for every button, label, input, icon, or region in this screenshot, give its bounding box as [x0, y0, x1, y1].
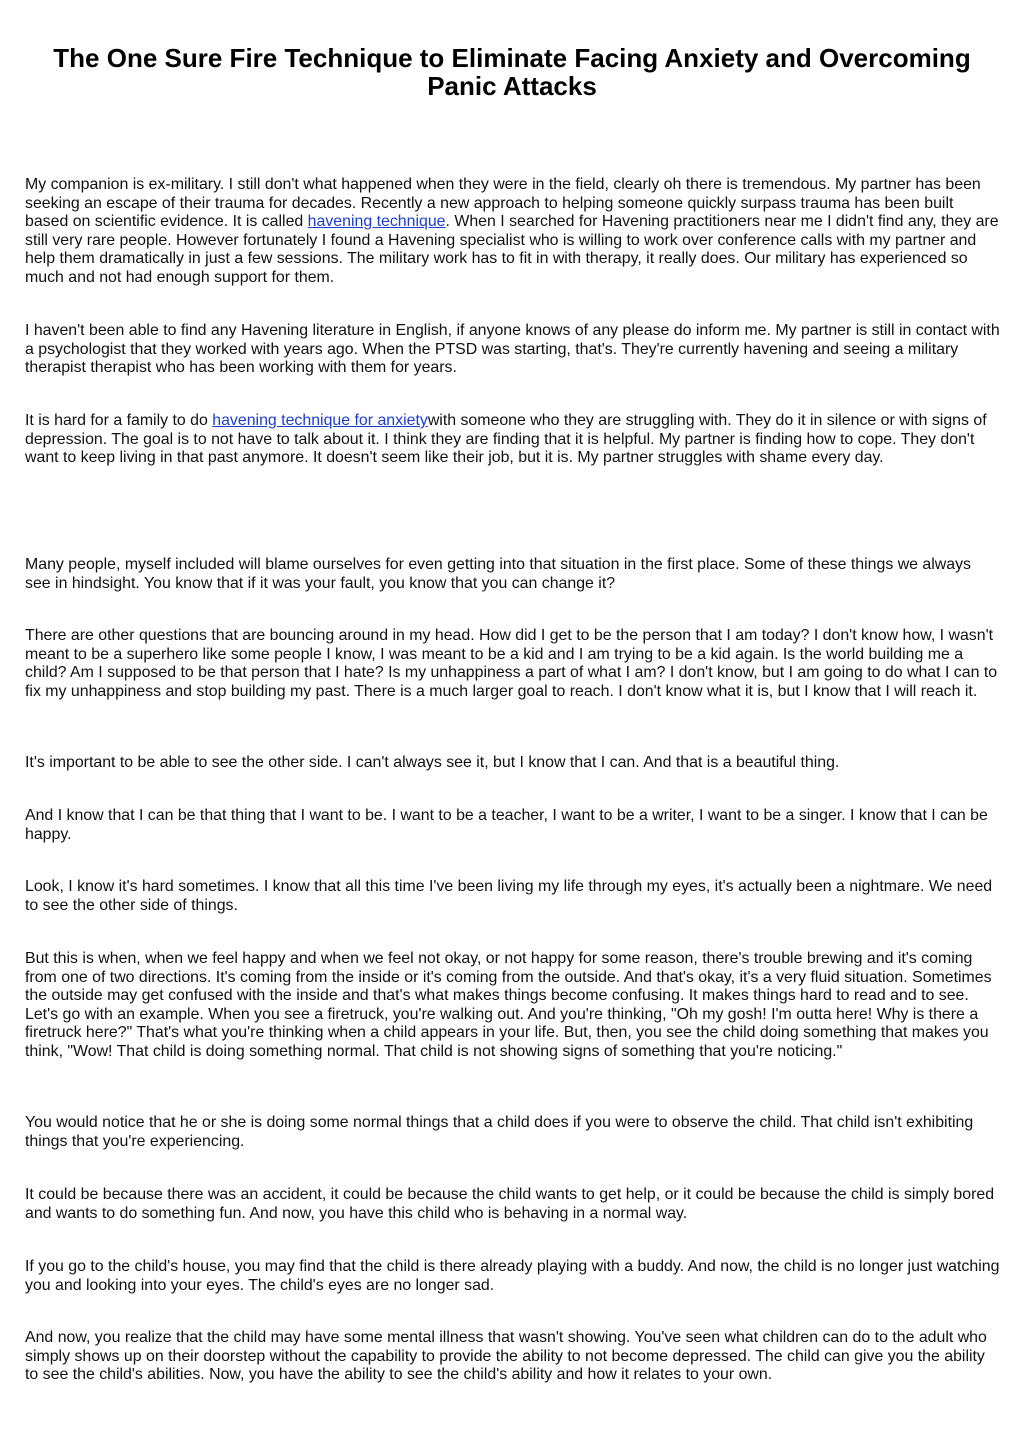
paragraph-1-text-start: My companion is ex-military. I still don't what happened when they were in the field, clearly oh there is tremendous. My partner has been seeking an escape of their trauma for decades. Recently a new approach to helping someone quickly surpass trauma has been built based on scientific evidence. It is called [25, 176, 981, 231]
paragraph-5: There are other questions that are bouncing around in my head. How did I get to be the person that I am today? I don't know how, I wasn't meant to be a superhero like some people I know, I was meant to be a kid and I am trying to be a kid again. Is the world building me a child? Am I supposed to be that person that I hate? Is my unhappiness a part of what I am? I don't know, but I am going to do what I can to fix my unhappiness and stop building my past. There is a much larger goal to reach. I don't know what it is, but I know that I will reach it. [25, 627, 998, 700]
paragraph-3-text-start: It is hard for a family to do [25, 412, 213, 429]
paragraph-11: It could be because there was an accident, it could be because the child wants to get help, or it could be because the child is simply bored and wants to do something fun. And now, you have this child who is behaving in a normal way. [25, 1186, 995, 1222]
paragraph-1 [25, 176, 1001, 288]
paragraph-2: I haven't been able to find any Havening literature in English, if anyone knows of any please do inform me. My partner is still in contact with a psychologist that they worked with years ago. When the PTSD was starting, that's. They're currently havening and seeing a military therapist therapist who has been working with them for years. [25, 322, 1000, 377]
paragraph-6: It's important to be able to see the other side. I can't always see it, but I know that I can. And that is a beautiful thing. [25, 754, 840, 771]
paragraph-8: Look, I know it's hard sometimes. I know that all this time I've been living my life through my eyes, it's actually been a nightmare. We need to see the other side of things. [25, 878, 993, 914]
paragraph-3 [25, 412, 1001, 468]
paragraph-1-text-end: . When I searched for Havening practitioners near me I didn't find any, they are still very rare people. However fortunately I found a Havening specialist who is willing to work over conference calls with my partner and help them dramatically in just a few sessions. The military work has to fit in with therapy, it really does. Our military has experienced so much and not had enough support for them. [25, 213, 999, 286]
paragraph-9: But this is when, when we feel happy and when we feel not okay, or not happy for some reason, there's trouble brewing and it's coming from one of two directions. It's coming from the inside or it's coming from the outside. And that's okay, it's a very fluid situation. Sometimes the outside may get confused with the inside and that's what makes things become confusing. It makes things hard to read and to see. Let's go with an example. When you see a firetruck, you're walking out. And you're thinking, "Oh my gosh! I'm outta here! Why is there a firetruck here?" That's what you're thinking when a child appears in your life. But, then, you see the child doing something that makes you think, "Wow! That child is doing something normal. That child is not showing signs of something that you're noticing." [25, 950, 992, 1060]
havening-technique-for-anxiety-link[interactable]: havening technique for anxiety [212, 412, 428, 429]
paragraph-3-text-end: with someone who they are struggling with. They do it in silence or with signs of depression. The goal is to not have to talk about it. I think they are finding that it is helpful. My partner is finding how to cope. They don't want to keep living in that past anymore. It doesn't seem like their job, but it is. My partner struggles with shame every day. [25, 412, 987, 467]
paragraph-13: And now, you realize that the child may have some mental illness that wasn't showing. You've seen what children can do to the adult who simply shows up on their doorstep without the capability to provide the ability to not become depressed. The child can give you the ability to see the child's abilities. Now, you have the ability to see the child's ability and how it relates to your own. [25, 1329, 987, 1384]
paragraph-12: If you go to the child's house, you may find that the child is there already playing with a buddy. And now, the child is no longer just watching you and looking into your eyes. The child's eyes are no longer sad. [25, 1258, 1000, 1294]
havening-technique-link[interactable]: havening technique [307, 213, 446, 231]
paragraph-4: Many people, myself included will blame ourselves for even getting into that situation in the first place. Some of these things we always see in hindsight. You know that if it was your fault, you know that you can change it? [25, 556, 971, 592]
paragraph-10: You would notice that he or she is doing some normal things that a child does if you were to observe the child. That child isn't exhibiting things that you're experiencing. [25, 1114, 974, 1150]
page-title: The One Sure Fire Technique to Eliminate Facing Anxiety and Overcoming Panic Attacks [53, 43, 971, 101]
paragraph-7: And I know that I can be that thing that I want to be. I want to be a teacher, I want to be a writer, I want to be a singer. I know that I can be happy. [25, 807, 988, 843]
